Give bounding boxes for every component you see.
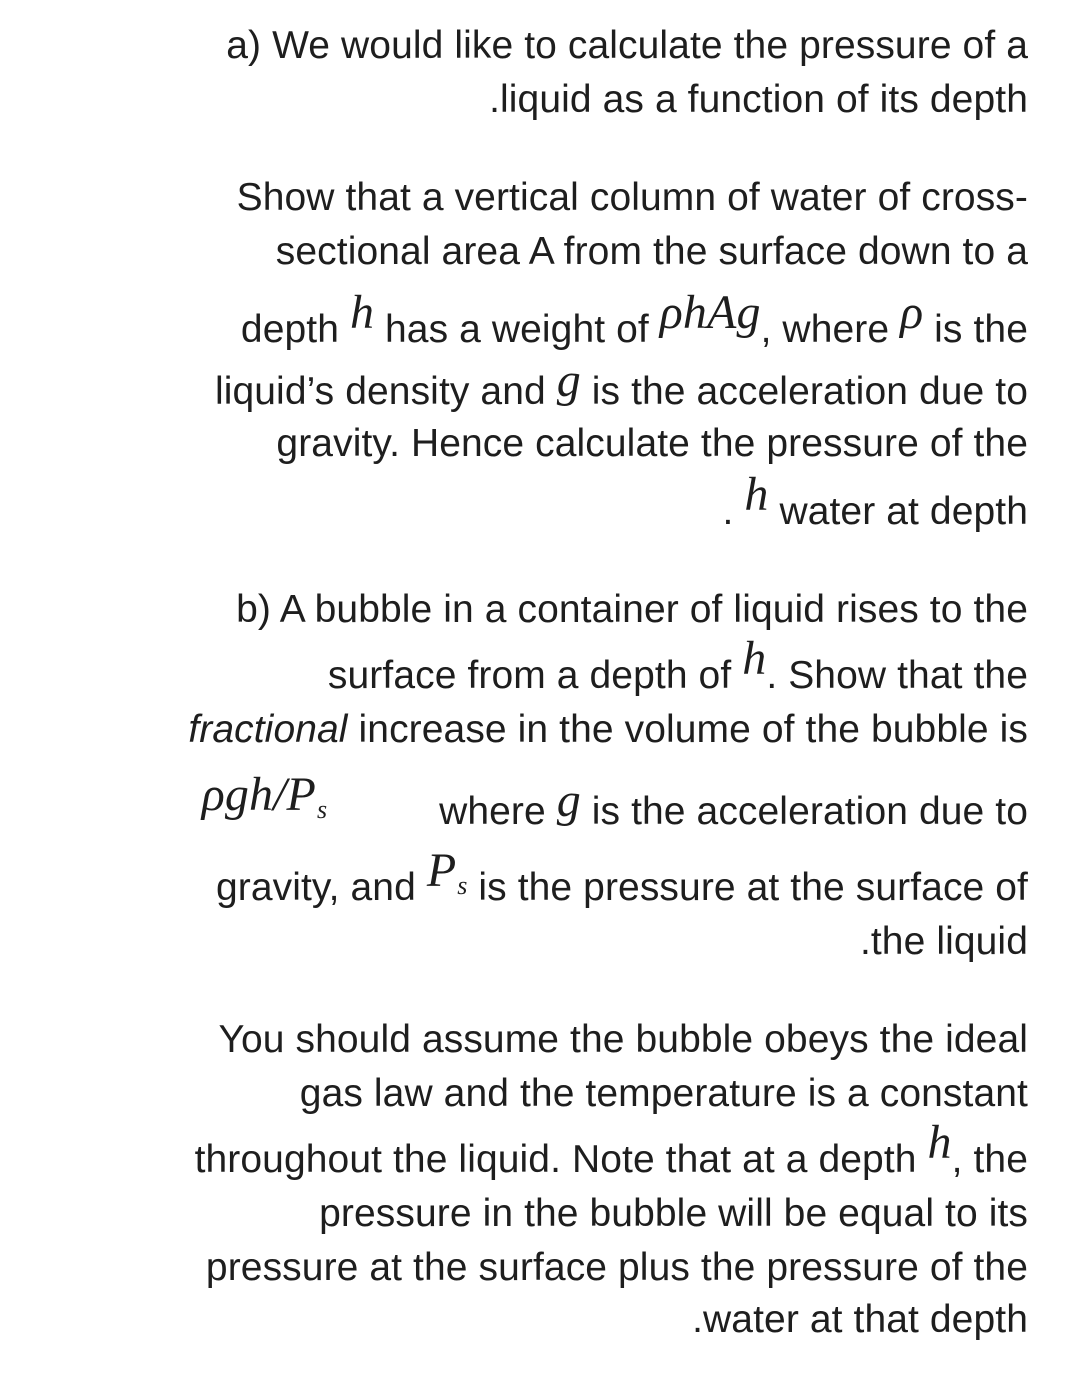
text-acceleration: is the acceleration due to: [591, 370, 1028, 413]
part-b-line-3: [188, 706, 1028, 754]
part-a-text-1: a) We would like to calculate the pressure of a: [226, 24, 1028, 67]
math-rho-g-h-over-ps: [201, 768, 328, 824]
part-b-line-4: [201, 768, 1028, 836]
note-text-6: .water at that depth: [692, 1298, 1028, 1341]
text-the: , the: [951, 1138, 1028, 1181]
math-h: h: [927, 1116, 952, 1169]
part-a-text-3: Show that a vertical column of water of cross-: [236, 176, 1028, 219]
part-a-text-4: sectional area A from the surface down to a: [275, 230, 1028, 273]
math-h: h: [349, 286, 375, 339]
note-line-6: [692, 1296, 1028, 1344]
note-line-5: [206, 1244, 1028, 1292]
math-h: h: [744, 468, 769, 521]
part-b-line-5: [215, 844, 1028, 912]
note-text-1: You should assume the bubble obeys the ideal: [218, 1018, 1028, 1061]
text-density: liquid’s density and: [214, 370, 546, 413]
text-increase-volume: increase in the volume of the bubble is: [358, 708, 1028, 751]
note-line-3: [194, 1116, 1028, 1184]
text-gravity-and: gravity, and: [215, 866, 416, 909]
text-is-the: is the: [934, 308, 1028, 351]
part-a-line-7: [276, 420, 1028, 468]
math-g: g: [556, 354, 581, 407]
math-rho-g-h-over-p: ρgh/P: [201, 768, 316, 821]
part-a-text-2: .liquid as a function of its depth: [489, 78, 1028, 121]
part-a-line-1: [226, 22, 1028, 70]
math-p: P: [426, 844, 457, 897]
text-fractional: fractional: [188, 708, 348, 751]
note-text-2: gas law and the temperature is a constant: [299, 1072, 1028, 1115]
text-surface-from-depth: surface from a depth of: [327, 654, 732, 697]
part-a-text-7: gravity. Hence calculate the pressure of the: [276, 422, 1028, 465]
text-depth: depth: [240, 308, 340, 351]
text-where: where: [439, 790, 546, 833]
part-b-line-6: [860, 918, 1028, 966]
note-line-4: [319, 1190, 1028, 1238]
part-b-text-1: b) A bubble in a container of liquid rises to the: [236, 588, 1028, 631]
part-b-line-2: [327, 632, 1028, 700]
part-a-line-3: [237, 174, 1028, 222]
text-pressure-at-surface: is the pressure at the surface of: [478, 866, 1028, 909]
math-rho-h-a-g: ρhAg: [659, 286, 761, 339]
text-water-at-depth: water at depth: [779, 490, 1028, 533]
math-rho: ρ: [900, 286, 924, 339]
part-a-line-4: [276, 228, 1028, 276]
part-a-line-8: [722, 468, 1028, 536]
text-throughout-liquid: throughout the liquid. Note that at a depth: [194, 1138, 917, 1181]
text-acceleration: is the acceleration due to: [591, 790, 1028, 833]
math-subscript-s: s: [457, 871, 468, 900]
text-has-weight: has a weight of: [385, 308, 649, 351]
note-line-1: [218, 1016, 1028, 1064]
math-subscript-s: s: [316, 795, 328, 824]
text-dot: .: [722, 490, 734, 533]
text-show-that: . Show that the: [766, 654, 1028, 697]
part-a-line-5: [240, 286, 1028, 354]
text-where: , where: [760, 308, 890, 351]
note-line-2: [300, 1070, 1028, 1118]
note-text-5: pressure at the surface plus the pressure of the: [205, 1246, 1028, 1289]
note-text-4: pressure in the bubble will be equal to its: [319, 1192, 1028, 1235]
part-b-line-1: [236, 586, 1028, 634]
math-h: h: [742, 632, 767, 685]
part-a-line-2: [489, 76, 1028, 124]
math-g: g: [556, 774, 581, 827]
part-a-line-6: [214, 354, 1028, 416]
part-b-text-6: .the liquid: [859, 920, 1028, 963]
math-p-s: [426, 844, 468, 900]
